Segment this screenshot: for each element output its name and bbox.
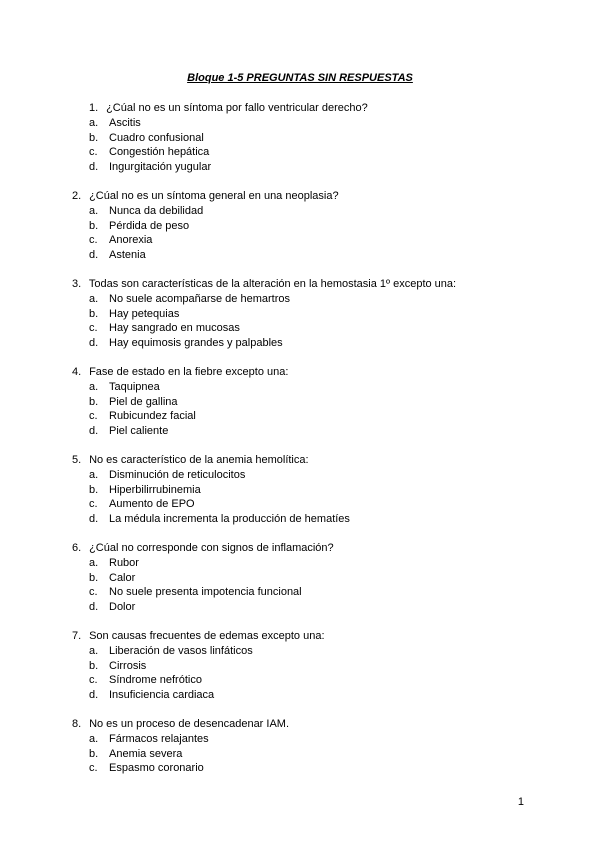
option-text: Calor: [109, 571, 136, 584]
question-5: [72, 453, 542, 526]
question-label: No es característico de la anemia hemolítica:: [89, 454, 309, 466]
option-item: [72, 409, 542, 424]
option-letter: d.: [89, 424, 99, 437]
option-item: [72, 556, 542, 571]
option-letter: c.: [89, 234, 98, 246]
question-label: ¿Cúal no es un síntoma general en una neoplasia?: [89, 190, 339, 202]
option-text: Insuficiencia cardiaca: [109, 688, 215, 701]
option-item: [72, 571, 542, 586]
option-item: [72, 659, 542, 674]
option-text: Hay sangrado en mucosas: [109, 322, 240, 334]
option-item: [72, 145, 542, 160]
question-number: 4.: [72, 366, 82, 378]
option-letter: c.: [89, 322, 98, 334]
option-text: Rubor: [109, 557, 139, 569]
option-letter: c.: [89, 674, 98, 686]
question-3: [72, 277, 542, 350]
option-text: Nunca da debilidad: [109, 205, 204, 217]
option-letter: d.: [89, 688, 99, 701]
option-item: [72, 131, 542, 146]
option-list: [72, 380, 542, 438]
option-text: Hay equimosis grandes y palpables: [109, 336, 283, 349]
question-number: 8.: [72, 718, 82, 730]
option-text: No suele acompañarse de hemartros: [109, 293, 290, 305]
question-list: [72, 101, 542, 791]
option-letter: d.: [89, 160, 99, 173]
option-text: Cirrosis: [109, 659, 147, 672]
question-number: 3.: [72, 278, 82, 290]
option-item: [72, 600, 542, 615]
option-letter: d.: [89, 336, 99, 349]
question-text: [72, 101, 542, 116]
option-list: [72, 292, 542, 350]
option-item: [72, 307, 542, 322]
option-letter: b.: [89, 219, 99, 232]
option-letter: c.: [89, 146, 98, 158]
option-letter: b.: [89, 659, 99, 672]
question-number: 5.: [72, 454, 82, 466]
question-label: Todas son características de la alteración en la hemostasia 1º excepto una:: [88, 278, 457, 290]
option-item: [72, 512, 542, 527]
option-item: [72, 468, 542, 483]
option-item: [72, 747, 542, 762]
option-letter: d.: [89, 512, 99, 525]
option-item: [72, 644, 542, 659]
option-text: Síndrome nefrótico: [109, 674, 202, 686]
question-text: [72, 189, 542, 204]
page-number: 1: [517, 796, 524, 808]
option-text: Anemia severa: [109, 747, 183, 760]
option-item: [72, 761, 542, 776]
option-text: Astenia: [109, 248, 146, 261]
option-text: Aumento de EPO: [109, 498, 195, 510]
option-letter: b.: [89, 307, 99, 320]
question-label: ¿Cúal no es un síntoma por fallo ventricular derecho?: [106, 102, 368, 114]
option-item: [72, 585, 542, 600]
option-text: Hay petequias: [109, 307, 180, 320]
option-text: No suele presenta impotencia funcional: [109, 586, 302, 598]
option-letter: c.: [89, 586, 98, 598]
option-letter: c.: [89, 762, 98, 774]
question-2: [72, 189, 542, 262]
option-item: [72, 321, 542, 336]
option-item: [72, 248, 542, 263]
option-letter: b.: [89, 483, 99, 496]
question-text: [72, 541, 542, 556]
question-7: [72, 629, 542, 702]
question-number: 1.: [89, 102, 99, 114]
question-6: [72, 541, 542, 614]
option-text: Piel caliente: [109, 424, 169, 437]
document-title: Bloque 1-5 PREGUNTAS SIN RESPUESTAS: [187, 72, 413, 84]
option-text: Liberación de vasos linfáticos: [109, 645, 253, 657]
question-4: [72, 365, 542, 438]
option-text: Congestión hepática: [109, 146, 210, 158]
option-text: Cuadro confusional: [109, 131, 204, 144]
question-text: [72, 453, 542, 468]
option-letter: a.: [89, 645, 99, 657]
option-letter: a.: [89, 733, 99, 745]
option-list: [72, 204, 542, 262]
option-item: [72, 336, 542, 351]
option-letter: d.: [89, 248, 99, 261]
option-letter: a.: [89, 293, 99, 305]
option-letter: c.: [89, 498, 98, 510]
question-label: Fase de estado en la fiebre excepto una:: [89, 366, 289, 378]
option-text: Ingurgitación yugular: [109, 160, 212, 173]
option-item: [72, 688, 542, 703]
option-list: [72, 116, 542, 174]
option-letter: a.: [89, 117, 99, 129]
option-letter: d.: [89, 600, 99, 613]
option-text: Pérdida de peso: [109, 219, 190, 232]
option-text: La médula incrementa la producción de hematíes: [109, 512, 350, 525]
option-text: Dolor: [109, 600, 136, 613]
option-letter: a.: [89, 469, 99, 481]
option-item: [72, 380, 542, 395]
option-list: [72, 732, 542, 776]
option-text: Taquipnea: [109, 381, 160, 393]
question-8: [72, 717, 542, 776]
option-text: Anorexia: [109, 234, 153, 246]
option-item: [72, 424, 542, 439]
question-number: 6.: [72, 542, 82, 554]
option-item: [72, 483, 542, 498]
option-letter: b.: [89, 131, 99, 144]
option-item: [72, 160, 542, 175]
option-text: Fármacos relajantes: [109, 733, 209, 745]
question-text: [72, 717, 542, 732]
option-item: [72, 219, 542, 234]
option-text: Disminución de reticulocitos: [109, 469, 246, 481]
option-letter: c.: [89, 410, 98, 422]
question-text: [72, 277, 542, 292]
option-text: Espasmo coronario: [109, 762, 204, 774]
option-list: [72, 556, 542, 614]
option-text: Rubicundez facial: [109, 410, 196, 422]
question-number: 2.: [72, 190, 82, 202]
question-number: 7.: [72, 630, 82, 642]
question-label: ¿Cúal no corresponde con signos de inflamación?: [89, 542, 334, 554]
option-item: [72, 204, 542, 219]
question-label: No es un proceso de desencadenar IAM.: [89, 718, 290, 730]
option-item: [72, 732, 542, 747]
question-text: [72, 365, 542, 380]
option-letter: b.: [89, 571, 99, 584]
option-letter: a.: [89, 205, 99, 217]
option-item: [72, 395, 542, 410]
question-text: [72, 629, 542, 644]
option-letter: a.: [89, 557, 99, 569]
option-item: [72, 116, 542, 131]
question-1: [72, 101, 542, 174]
option-letter: b.: [89, 395, 99, 408]
option-item: [72, 292, 542, 307]
option-text: Hiperbilirrubinemia: [109, 483, 201, 496]
option-list: [72, 644, 542, 702]
option-text: Piel de gallina: [109, 395, 178, 408]
option-item: [72, 497, 542, 512]
option-item: [72, 673, 542, 688]
option-text: Ascitis: [109, 117, 141, 129]
option-item: [72, 233, 542, 248]
question-label: Son causas frecuentes de edemas excepto una:: [89, 630, 325, 642]
option-letter: b.: [89, 747, 99, 760]
option-letter: a.: [89, 381, 99, 393]
option-list: [72, 468, 542, 526]
